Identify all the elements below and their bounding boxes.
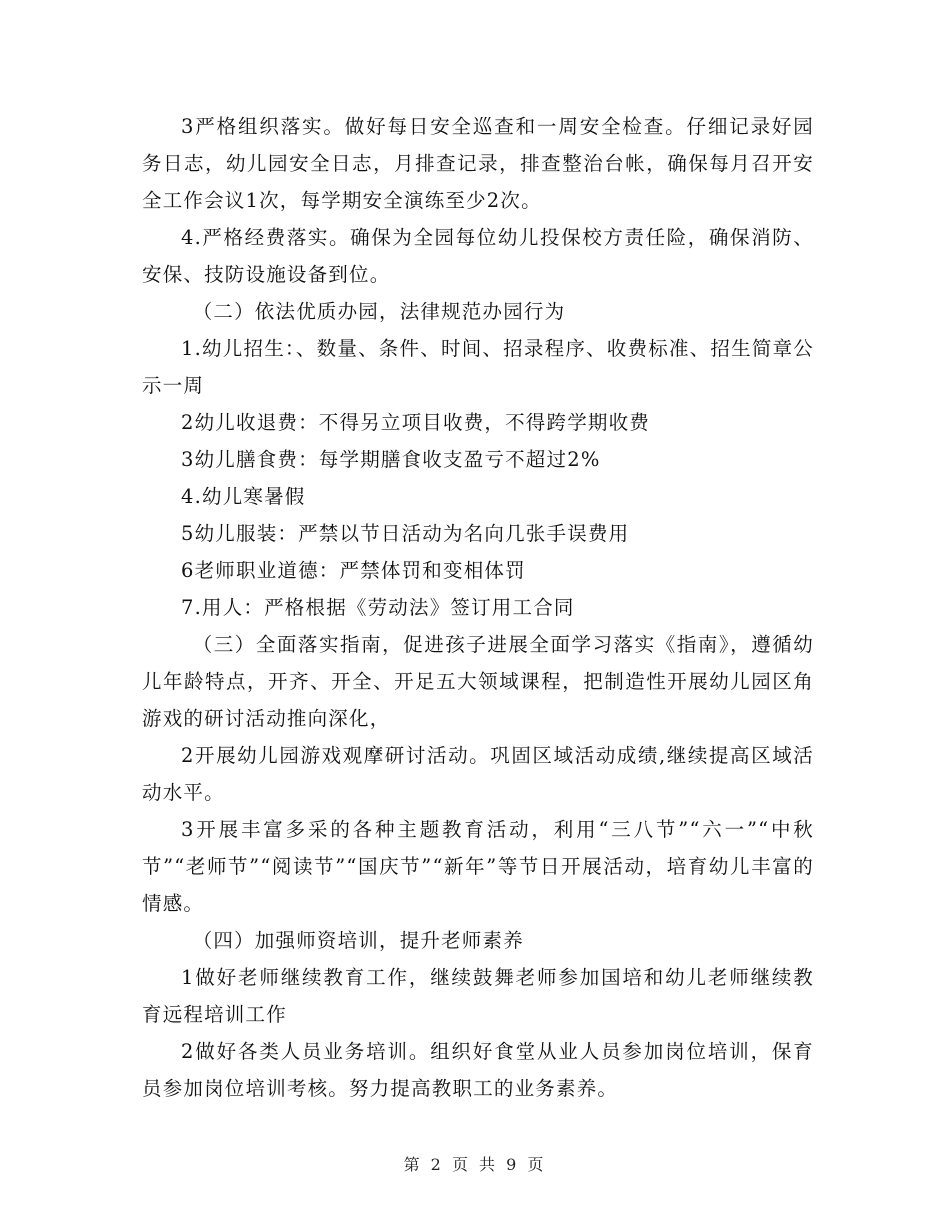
section-heading-4: （四）加强师资培训，提升老师素养 bbox=[192, 929, 524, 952]
section-heading-3: （三）全面落实指南，促进孩子进展全面学习落实《指南》，遵循幼儿年龄特点，开齐、开全、开足五大领域课程，把制造性开展幼儿园区角游戏的研讨活动推向深化， bbox=[142, 633, 814, 730]
paragraph-continuing-education: 1做好老师继续教育工作，继续鼓舞老师参加国培和幼儿老师继续教育远程培训工作 bbox=[142, 966, 814, 1026]
paragraph-holidays: 4.幼儿寒暑假 bbox=[181, 485, 306, 508]
paragraph-clothing: 5幼儿服装：严禁以节日活动为名向几张手误费用 bbox=[181, 522, 630, 545]
paragraph-safety-implementation: 3严格组织落实。做好每日安全巡查和一周安全检查。仔细记录好园务日志，幼儿园安全日志，月排查记录，排查整治台帐，确保每月召开安全工作会议1次，每学期安全演练至少2次。 bbox=[142, 115, 814, 212]
paragraph-enrollment: 1.幼儿招生：、数量、条件、时间、招录程序、收费标准、招生简章公示一周 bbox=[142, 337, 814, 397]
paragraph-game-observation: 2开展幼儿园游戏观摩研讨活动。巩固区域活动成绩,继续提高区域活动水平。 bbox=[142, 744, 814, 804]
paragraph-meal-fees: 3幼儿膳食费：每学期膳食收支盈亏不超过2% bbox=[181, 448, 601, 471]
paragraph-fees: 2幼儿收退费：不得另立项目收费，不得跨学期收费 bbox=[181, 411, 651, 434]
paragraph-funding-implementation: 4.严格经费落实。确保为全园每位幼儿投保校方责任险，确保消防、安保、技防设施设备到位。 bbox=[142, 226, 814, 286]
page-number-footer: 第 2 页 共 9 页 bbox=[403, 1155, 547, 1174]
paragraph-teacher-ethics: 6老师职业道德：严禁体罚和变相体罚 bbox=[181, 559, 526, 582]
paragraph-employment: 7.用人：严格根据《劳动法》签订用工合同 bbox=[181, 596, 575, 619]
section-heading-2: （二）依法优质办园，法律规范办园行为 bbox=[192, 300, 566, 323]
paragraph-staff-training: 2做好各类人员业务培训。组织好食堂从业人员参加岗位培训，保育员参加岗位培训考核。努力提高教职工的业务素养。 bbox=[142, 1040, 814, 1100]
paragraph-theme-activities: 3开展丰富多采的各种主题教育活动，利用“三八节”“六一”“中秋节”“老师节”“阅读节”“国庆节”“新年”等节日开展活动，培育幼儿丰富的情感。 bbox=[142, 818, 814, 915]
document-body bbox=[142, 108, 814, 1107]
